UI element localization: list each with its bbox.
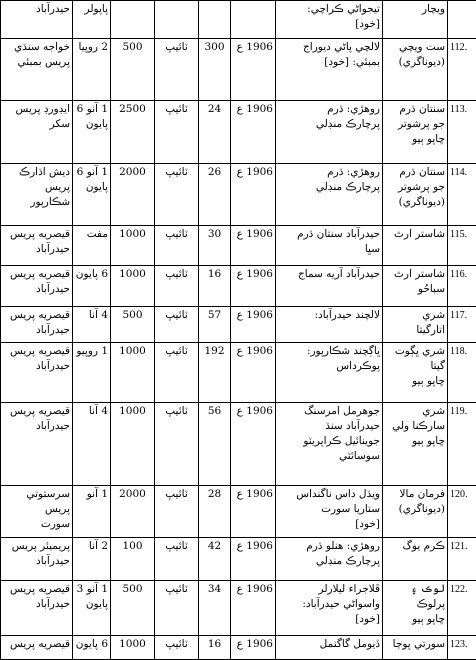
cell-year: 1906 ع bbox=[231, 581, 276, 636]
table-row bbox=[1, 581, 476, 636]
cell-type: ٽائيپ bbox=[155, 226, 199, 266]
table-row bbox=[1, 1, 476, 39]
cell-title: شري سارڪنا ولي ڇاپو ٻيو bbox=[383, 403, 448, 486]
cell-author: حيدرآباد سنتان ڌرم سڀا bbox=[276, 226, 383, 266]
cell-pages: 192 bbox=[199, 343, 231, 403]
cell-year: 1906 ع bbox=[231, 307, 276, 343]
cell-no: 113. bbox=[448, 101, 476, 164]
cell-copies: 2500 bbox=[111, 101, 155, 164]
cell-pages: 42 bbox=[199, 538, 231, 581]
cell-copies: 1000 bbox=[111, 266, 155, 307]
cell-no: 120. bbox=[448, 486, 476, 538]
cell-press: پريميئر پريس حيدرآباد bbox=[1, 538, 73, 581]
cell-press: ديش اڌارڪ پريس شڪارپور bbox=[1, 164, 73, 226]
cell-no: 123. bbox=[448, 636, 476, 660]
table-row bbox=[1, 266, 476, 307]
cell-press: خواجه سنڌي پريس بمبئي bbox=[1, 39, 73, 101]
cell-type: ٽائيپ bbox=[155, 101, 199, 164]
cell-title: شري اتارگيتا bbox=[383, 307, 448, 343]
cell-no: 116. bbox=[448, 266, 476, 307]
header-city: حيدرآباد bbox=[1, 1, 73, 39]
cell-author: روهڙي: ڌرم پرچارڪ منڊلي bbox=[276, 101, 383, 164]
table-row bbox=[1, 307, 476, 343]
cell-price: 1 آنو 3 پايون bbox=[73, 581, 111, 636]
cell-no: 119. bbox=[448, 403, 476, 486]
cell-copies: 500 bbox=[111, 581, 155, 636]
cell-title: شاستر ارٿ bbox=[383, 226, 448, 266]
cell-price: 6 پايون bbox=[73, 266, 111, 307]
cell-press: سرستوتي پريس سورت bbox=[1, 486, 73, 538]
header-publisher: پاپولر bbox=[73, 1, 111, 39]
cell-author: روهڙي: هنلو ڌرم پرچارڪ منڊلي bbox=[276, 538, 383, 581]
cell-price: 2 روپيا bbox=[73, 39, 111, 101]
cell-press: قيصريه پريس bbox=[1, 636, 73, 660]
table-row bbox=[1, 343, 476, 403]
cell-type: ٽائيپ bbox=[155, 343, 199, 403]
cell-year: 1906 ع bbox=[231, 486, 276, 538]
cell-author: ويڌل داس ناگنداس ستاريا سورت [خود] bbox=[276, 486, 383, 538]
cell-author: لالچي پاڻي ديوراج بمبئي: [خود] bbox=[276, 39, 383, 101]
cell-pages: 26 bbox=[199, 164, 231, 226]
cell-price: 1 روپيو bbox=[73, 343, 111, 403]
cell-type: ٽائيپ bbox=[155, 581, 199, 636]
table-row bbox=[1, 164, 476, 226]
header-title: ويچار bbox=[383, 1, 448, 39]
cell-price: 6 پايون bbox=[73, 636, 111, 660]
cell-type: ٽائيپ bbox=[155, 486, 199, 538]
cell-no: 117. bbox=[448, 307, 476, 343]
cell-author: ڦلاجراء ليلارلر واسواڻي حيدرآباد: [خود] bbox=[276, 581, 383, 636]
table-row bbox=[1, 486, 476, 538]
cell-year: 1906 ع bbox=[231, 39, 276, 101]
cell-title: ست ويچي (ديوناگري) bbox=[383, 39, 448, 101]
cell-press: قيصريه پريس حيدرآباد bbox=[1, 343, 73, 403]
cell-author: ڏيومل گاگنمل bbox=[276, 636, 383, 660]
cell-price: 4 آنا bbox=[73, 403, 111, 486]
cell-year: 1906 ع bbox=[231, 101, 276, 164]
cell-type: ٽائيپ bbox=[155, 538, 199, 581]
cell-author: لالچند حيدرآباد: bbox=[276, 307, 383, 343]
cell-pages: 30 bbox=[199, 226, 231, 266]
cell-copies: 2000 bbox=[111, 164, 155, 226]
cell-author: روهڙي: ڌرم پرچارڪ منڊلي bbox=[276, 164, 383, 226]
cell-year: 1906 ع bbox=[231, 343, 276, 403]
cell-price: 1 آنو bbox=[73, 486, 111, 538]
cell-year: 1906 ع bbox=[231, 226, 276, 266]
cell-type: ٽائيپ bbox=[155, 164, 199, 226]
cell-pages: 300 bbox=[199, 39, 231, 101]
cell-title: سنتان ڌرم جو پرشوتر ڇاپو ٻيو bbox=[383, 101, 448, 164]
cell-type: ٽائيپ bbox=[155, 266, 199, 307]
cell-year: 1906 ع bbox=[231, 266, 276, 307]
cell-year: 1906 ع bbox=[231, 403, 276, 486]
cell-pages: 57 bbox=[199, 307, 231, 343]
cell-type: ٽائيپ bbox=[155, 636, 199, 660]
cell-pages: 24 bbox=[199, 101, 231, 164]
cell-price: 4 آنا bbox=[73, 307, 111, 343]
cell-year: 1906 ع bbox=[231, 164, 276, 226]
header-author: تيجواڻي ڪراچي: [خود] bbox=[276, 1, 383, 39]
cell-title: لوڪ ۽ پرلوڪ ڇاپو ٻيو bbox=[383, 581, 448, 636]
table-row bbox=[1, 226, 476, 266]
cell-pages: 56 bbox=[199, 403, 231, 486]
cell-title: سورتي پوڄا bbox=[383, 636, 448, 660]
table-row bbox=[1, 101, 476, 164]
cell-author: ڀاڳچند شڪارپور: پوڪرداس bbox=[276, 343, 383, 403]
cell-copies: 500 bbox=[111, 39, 155, 101]
cell-price: 2 آنا bbox=[73, 538, 111, 581]
cell-press: قيصريه پريس حيدرآباد bbox=[1, 307, 73, 343]
cell-no: 118. bbox=[448, 343, 476, 403]
cell-copies: 1000 bbox=[111, 343, 155, 403]
cell-pages: 34 bbox=[199, 581, 231, 636]
cell-no: 122. bbox=[448, 581, 476, 636]
cell-copies: 1000 bbox=[111, 226, 155, 266]
table-row bbox=[1, 538, 476, 581]
cell-title: شاستر ارٿ سباحُو bbox=[383, 266, 448, 307]
cell-pages: 28 bbox=[199, 486, 231, 538]
cell-type: ٽائيپ bbox=[155, 39, 199, 101]
cell-type: ٽائيپ bbox=[155, 403, 199, 486]
cell-year: 1906 ع bbox=[231, 538, 276, 581]
cell-year: 1906 ع bbox=[231, 636, 276, 660]
table-row bbox=[1, 39, 476, 101]
cell-copies: 1000 bbox=[111, 636, 155, 660]
cell-no: 121. bbox=[448, 538, 476, 581]
cell-pages: 16 bbox=[199, 266, 231, 307]
table-row bbox=[1, 403, 476, 486]
cell-title: فرمان مالا (ديوناگري) bbox=[383, 486, 448, 538]
cell-price: 1 آنو 6 پايون bbox=[73, 164, 111, 226]
cell-no: 112. bbox=[448, 39, 476, 101]
cell-price: 1 آنو 6 پايون bbox=[73, 101, 111, 164]
cell-price: مفت bbox=[73, 226, 111, 266]
table-row bbox=[1, 636, 476, 660]
cell-author: جوهرمل امرسنگ حيدرآباد سنڌ جوينائيل ڪراپريٽو سوسائٽي bbox=[276, 403, 383, 486]
cell-press: قيصريه پريس حيدرآباد bbox=[1, 266, 73, 307]
cell-copies: 100 bbox=[111, 538, 155, 581]
cell-title: سنتان ڌرم جو پرشوتر (ديوناگري) bbox=[383, 164, 448, 226]
cell-title: شري ڀڳوت گيتا ڇاپو ٻيو bbox=[383, 343, 448, 403]
cell-press: قيصريه پريس حيدرآباد bbox=[1, 581, 73, 636]
cell-copies: 2000 bbox=[111, 486, 155, 538]
cell-press: قيصريه پريس حيدرآباد bbox=[1, 226, 73, 266]
cell-no: 115. bbox=[448, 226, 476, 266]
cell-type: ٽائيپ bbox=[155, 307, 199, 343]
cell-copies: 500 bbox=[111, 307, 155, 343]
cell-author: حيدرآباد آريه سماج bbox=[276, 266, 383, 307]
cell-press: ايڊورڊ پريس سکر bbox=[1, 101, 73, 164]
cell-no: 114. bbox=[448, 164, 476, 226]
cell-pages: 16 bbox=[199, 636, 231, 660]
cell-press: قيصريه پريس حيدرآباد bbox=[1, 403, 73, 486]
cell-copies: 1000 bbox=[111, 403, 155, 486]
cell-title: ڪرم يوگ bbox=[383, 538, 448, 581]
